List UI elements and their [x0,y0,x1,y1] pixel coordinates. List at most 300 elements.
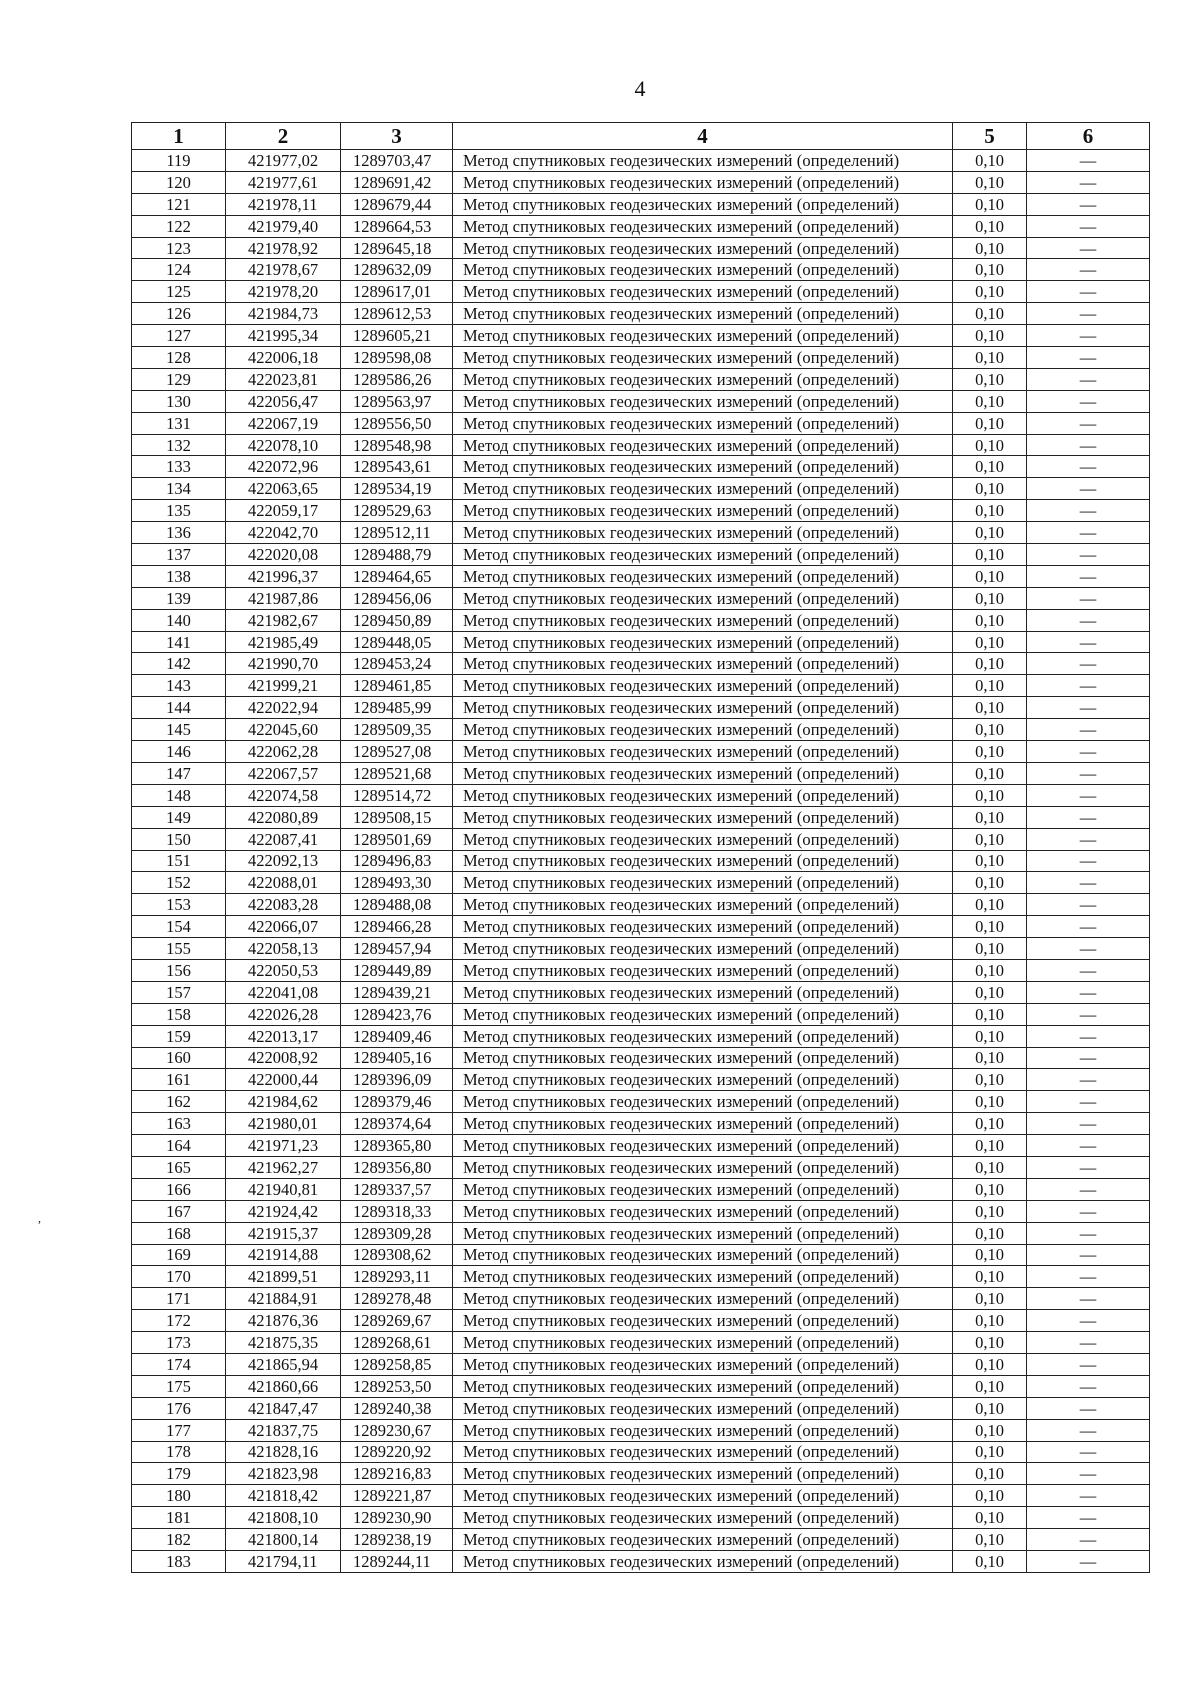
point-number-cell: 124 [132,259,226,281]
accuracy-cell: 0,10 [953,1353,1027,1375]
note-cell: — [1027,368,1150,390]
column-header: 6 [1027,123,1150,150]
x-coordinate-cell: 421823,98 [226,1463,341,1485]
table-row [132,259,1150,281]
y-coordinate-cell: 1289439,21 [341,981,453,1003]
y-coordinate-cell: 1289632,09 [341,259,453,281]
y-coordinate-cell: 1289216,83 [341,1463,453,1485]
note-cell: — [1027,631,1150,653]
note-cell: — [1027,500,1150,522]
note-cell: — [1027,1551,1150,1573]
note-cell: — [1027,1222,1150,1244]
point-number-cell: 175 [132,1375,226,1397]
note-cell: — [1027,916,1150,938]
y-coordinate-cell: 1289612,53 [341,303,453,325]
x-coordinate-cell: 421977,02 [226,150,341,172]
x-coordinate-cell: 421996,37 [226,565,341,587]
method-cell: Метод спутниковых геодезических измерений (определений) [453,347,953,369]
table-row [132,872,1150,894]
method-cell: Метод спутниковых геодезических измерений (определений) [453,237,953,259]
y-coordinate-cell: 1289244,11 [341,1551,453,1573]
table-row [132,916,1150,938]
table-row [132,609,1150,631]
method-cell: Метод спутниковых геодезических измерений (определений) [453,500,953,522]
table-row [132,675,1150,697]
accuracy-cell: 0,10 [953,325,1027,347]
table-row [132,850,1150,872]
method-cell: Метод спутниковых геодезических измерений (определений) [453,1025,953,1047]
point-number-cell: 166 [132,1178,226,1200]
accuracy-cell: 0,10 [953,1310,1027,1332]
note-cell: — [1027,850,1150,872]
accuracy-cell: 0,10 [953,390,1027,412]
method-cell: Метод спутниковых геодезических измерений (определений) [453,828,953,850]
point-number-cell: 149 [132,806,226,828]
table-row [132,193,1150,215]
note-cell: — [1027,653,1150,675]
x-coordinate-cell: 421914,88 [226,1244,341,1266]
column-header: 4 [453,123,953,150]
method-cell: Метод спутниковых геодезических измерений (определений) [453,981,953,1003]
point-number-cell: 138 [132,565,226,587]
table-row [132,434,1150,456]
point-number-cell: 131 [132,412,226,434]
accuracy-cell: 0,10 [953,587,1027,609]
note-cell: — [1027,938,1150,960]
y-coordinate-cell: 1289448,05 [341,631,453,653]
y-coordinate-cell: 1289464,65 [341,565,453,587]
y-coordinate-cell: 1289527,08 [341,741,453,763]
point-number-cell: 134 [132,478,226,500]
y-coordinate-cell: 1289456,06 [341,587,453,609]
point-number-cell: 155 [132,938,226,960]
y-coordinate-cell: 1289356,80 [341,1156,453,1178]
method-cell: Метод спутниковых геодезических измерений (определений) [453,171,953,193]
method-cell: Метод спутниковых геодезических измерений (определений) [453,872,953,894]
note-cell: — [1027,390,1150,412]
x-coordinate-cell: 421884,91 [226,1288,341,1310]
table-row [132,456,1150,478]
page-number: 4 [634,76,646,101]
method-cell: Метод спутниковых геодезических измерений (определений) [453,894,953,916]
x-coordinate-cell: 421999,21 [226,675,341,697]
note-cell: — [1027,1003,1150,1025]
x-coordinate-cell: 422092,13 [226,850,341,872]
x-coordinate-cell: 421977,61 [226,171,341,193]
table-row [132,981,1150,1003]
point-number-cell: 169 [132,1244,226,1266]
y-coordinate-cell: 1289450,89 [341,609,453,631]
table-row [132,1244,1150,1266]
note-cell: — [1027,719,1150,741]
note-cell: — [1027,1507,1150,1529]
note-cell: — [1027,1266,1150,1288]
accuracy-cell: 0,10 [953,1463,1027,1485]
y-coordinate-cell: 1289220,92 [341,1441,453,1463]
method-cell: Метод спутниковых геодезических измерений (определений) [453,1310,953,1332]
x-coordinate-cell: 422067,19 [226,412,341,434]
point-number-cell: 126 [132,303,226,325]
table-row [132,959,1150,981]
y-coordinate-cell: 1289230,67 [341,1419,453,1441]
table-row [132,1113,1150,1135]
table-row [132,1441,1150,1463]
point-number-cell: 179 [132,1463,226,1485]
y-coordinate-cell: 1289258,85 [341,1353,453,1375]
table-row [132,368,1150,390]
note-cell: — [1027,412,1150,434]
table-row [132,150,1150,172]
table-row [132,1047,1150,1069]
point-number-cell: 147 [132,762,226,784]
note-cell: — [1027,1332,1150,1354]
note-cell: — [1027,1310,1150,1332]
x-coordinate-cell: 421982,67 [226,609,341,631]
y-coordinate-cell: 1289485,99 [341,697,453,719]
accuracy-cell: 0,10 [953,1200,1027,1222]
y-coordinate-cell: 1289645,18 [341,237,453,259]
accuracy-cell: 0,10 [953,631,1027,653]
method-cell: Метод спутниковых геодезических измерений (определений) [453,522,953,544]
point-number-cell: 171 [132,1288,226,1310]
table-row [132,565,1150,587]
y-coordinate-cell: 1289466,28 [341,916,453,938]
accuracy-cell: 0,10 [953,1375,1027,1397]
x-coordinate-cell: 421985,49 [226,631,341,653]
y-coordinate-cell: 1289268,61 [341,1332,453,1354]
note-cell: — [1027,762,1150,784]
table-row [132,281,1150,303]
method-cell: Метод спутниковых геодезических измерений (определений) [453,1375,953,1397]
point-number-cell: 172 [132,1310,226,1332]
accuracy-cell: 0,10 [953,150,1027,172]
method-cell: Метод спутниковых геодезических измерений (определений) [453,719,953,741]
y-coordinate-cell: 1289238,19 [341,1529,453,1551]
note-cell: — [1027,325,1150,347]
y-coordinate-cell: 1289374,64 [341,1113,453,1135]
y-coordinate-cell: 1289308,62 [341,1244,453,1266]
table-row [132,544,1150,566]
x-coordinate-cell: 422088,01 [226,872,341,894]
point-number-cell: 158 [132,1003,226,1025]
note-cell: — [1027,1091,1150,1113]
table-header-row [132,123,1150,150]
accuracy-cell: 0,10 [953,237,1027,259]
note-cell: — [1027,1069,1150,1091]
y-coordinate-cell: 1289493,30 [341,872,453,894]
accuracy-cell: 0,10 [953,434,1027,456]
x-coordinate-cell: 421984,73 [226,303,341,325]
note-cell: — [1027,741,1150,763]
note-cell: — [1027,894,1150,916]
method-cell: Метод спутниковых геодезических измерений (определений) [453,565,953,587]
method-cell: Метод спутниковых геодезических измерений (определений) [453,150,953,172]
table-row [132,806,1150,828]
y-coordinate-cell: 1289449,89 [341,959,453,981]
y-coordinate-cell: 1289230,90 [341,1507,453,1529]
point-number-cell: 129 [132,368,226,390]
method-cell: Метод спутниковых геодезических измерений (определений) [453,675,953,697]
method-cell: Метод спутниковых геодезических измерений (определений) [453,1047,953,1069]
note-cell: — [1027,1375,1150,1397]
note-cell: — [1027,1441,1150,1463]
x-coordinate-cell: 421984,62 [226,1091,341,1113]
table-row [132,1069,1150,1091]
accuracy-cell: 0,10 [953,981,1027,1003]
method-cell: Метод спутниковых геодезических измерений (определений) [453,784,953,806]
point-number-cell: 150 [132,828,226,850]
note-cell: — [1027,1419,1150,1441]
y-coordinate-cell: 1289617,01 [341,281,453,303]
point-number-cell: 170 [132,1266,226,1288]
table-row [132,500,1150,522]
method-cell: Метод спутниковых геодезических измерений (определений) [453,434,953,456]
method-cell: Метод спутниковых геодезических измерений (определений) [453,325,953,347]
accuracy-cell: 0,10 [953,675,1027,697]
point-number-cell: 167 [132,1200,226,1222]
point-number-cell: 141 [132,631,226,653]
x-coordinate-cell: 422041,08 [226,981,341,1003]
point-number-cell: 135 [132,500,226,522]
point-number-cell: 162 [132,1091,226,1113]
note-cell: — [1027,609,1150,631]
table-row [132,741,1150,763]
x-coordinate-cell: 422062,28 [226,741,341,763]
x-coordinate-cell: 422008,92 [226,1047,341,1069]
note-cell: — [1027,544,1150,566]
accuracy-cell: 0,10 [953,828,1027,850]
method-cell: Метод спутниковых геодезических измерений (определений) [453,1156,953,1178]
column-header: 2 [226,123,341,150]
x-coordinate-cell: 421978,92 [226,237,341,259]
method-cell: Метод спутниковых геодезических измерений (определений) [453,1332,953,1354]
point-number-cell: 159 [132,1025,226,1047]
method-cell: Метод спутниковых геодезических измерений (определений) [453,1485,953,1507]
x-coordinate-cell: 421875,35 [226,1332,341,1354]
table-row [132,719,1150,741]
y-coordinate-cell: 1289318,33 [341,1200,453,1222]
y-coordinate-cell: 1289679,44 [341,193,453,215]
method-cell: Метод спутниковых геодезических измерений (определений) [453,1244,953,1266]
note-cell: — [1027,565,1150,587]
method-cell: Метод спутниковых геодезических измерений (определений) [453,1397,953,1419]
note-cell: — [1027,1156,1150,1178]
point-number-cell: 132 [132,434,226,456]
column-header: 5 [953,123,1027,150]
point-number-cell: 153 [132,894,226,916]
table-row [132,1353,1150,1375]
table-row [132,1507,1150,1529]
x-coordinate-cell: 421978,20 [226,281,341,303]
table-row [132,1551,1150,1573]
accuracy-cell: 0,10 [953,1266,1027,1288]
x-coordinate-cell: 422063,65 [226,478,341,500]
x-coordinate-cell: 421995,34 [226,325,341,347]
y-coordinate-cell: 1289379,46 [341,1091,453,1113]
y-coordinate-cell: 1289488,08 [341,894,453,916]
table-row [132,325,1150,347]
point-number-cell: 136 [132,522,226,544]
x-coordinate-cell: 421990,70 [226,653,341,675]
method-cell: Метод спутниковых геодезических измерений (определений) [453,609,953,631]
note-cell: — [1027,697,1150,719]
y-coordinate-cell: 1289509,35 [341,719,453,741]
accuracy-cell: 0,10 [953,1419,1027,1441]
x-coordinate-cell: 421915,37 [226,1222,341,1244]
x-coordinate-cell: 422058,13 [226,938,341,960]
x-coordinate-cell: 421828,16 [226,1441,341,1463]
y-coordinate-cell: 1289309,28 [341,1222,453,1244]
table-row [132,587,1150,609]
x-coordinate-cell: 422000,44 [226,1069,341,1091]
point-number-cell: 164 [132,1135,226,1157]
accuracy-cell: 0,10 [953,1025,1027,1047]
method-cell: Метод спутниковых геодезических измерений (определений) [453,653,953,675]
x-coordinate-cell: 422050,53 [226,959,341,981]
accuracy-cell: 0,10 [953,1244,1027,1266]
y-coordinate-cell: 1289534,19 [341,478,453,500]
y-coordinate-cell: 1289405,16 [341,1047,453,1069]
y-coordinate-cell: 1289488,79 [341,544,453,566]
note-cell: — [1027,1463,1150,1485]
note-cell: — [1027,478,1150,500]
y-coordinate-cell: 1289278,48 [341,1288,453,1310]
method-cell: Метод спутниковых геодезических измерений (определений) [453,1551,953,1573]
method-cell: Метод спутниковых геодезических измерений (определений) [453,1266,953,1288]
point-number-cell: 173 [132,1332,226,1354]
method-cell: Метод спутниковых геодезических измерений (определений) [453,303,953,325]
note-cell: — [1027,259,1150,281]
method-cell: Метод спутниковых геодезических измерений (определений) [453,1113,953,1135]
note-cell: — [1027,1244,1150,1266]
method-cell: Метод спутниковых геодезических измерений (определений) [453,281,953,303]
note-cell: — [1027,1047,1150,1069]
table-row [132,237,1150,259]
accuracy-cell: 0,10 [953,894,1027,916]
accuracy-cell: 0,10 [953,850,1027,872]
note-cell: — [1027,434,1150,456]
point-number-cell: 180 [132,1485,226,1507]
y-coordinate-cell: 1289269,67 [341,1310,453,1332]
note-cell: — [1027,806,1150,828]
note-cell: — [1027,347,1150,369]
x-coordinate-cell: 422087,41 [226,828,341,850]
table-row [132,784,1150,806]
y-coordinate-cell: 1289253,50 [341,1375,453,1397]
point-number-cell: 146 [132,741,226,763]
table-row [132,1310,1150,1332]
accuracy-cell: 0,10 [953,872,1027,894]
table-row [132,1156,1150,1178]
y-coordinate-cell: 1289240,38 [341,1397,453,1419]
accuracy-cell: 0,10 [953,1529,1027,1551]
accuracy-cell: 0,10 [953,412,1027,434]
note-cell: — [1027,237,1150,259]
y-coordinate-cell: 1289423,76 [341,1003,453,1025]
x-coordinate-cell: 422078,10 [226,434,341,456]
x-coordinate-cell: 421987,86 [226,587,341,609]
accuracy-cell: 0,10 [953,544,1027,566]
point-number-cell: 123 [132,237,226,259]
x-coordinate-cell: 422066,07 [226,916,341,938]
coordinates-table [131,122,1150,1573]
accuracy-cell: 0,10 [953,171,1027,193]
method-cell: Метод спутниковых геодезических измерений (определений) [453,1419,953,1441]
note-cell: — [1027,281,1150,303]
x-coordinate-cell: 421808,10 [226,1507,341,1529]
point-number-cell: 182 [132,1529,226,1551]
note-cell: — [1027,587,1150,609]
note-cell: — [1027,1353,1150,1375]
method-cell: Метод спутниковых геодезических измерений (определений) [453,1069,953,1091]
accuracy-cell: 0,10 [953,1047,1027,1069]
accuracy-cell: 0,10 [953,1441,1027,1463]
method-cell: Метод спутниковых геодезических измерений (определений) [453,1178,953,1200]
y-coordinate-cell: 1289529,63 [341,500,453,522]
accuracy-cell: 0,10 [953,565,1027,587]
note-cell: — [1027,1200,1150,1222]
y-coordinate-cell: 1289514,72 [341,784,453,806]
accuracy-cell: 0,10 [953,762,1027,784]
point-number-cell: 168 [132,1222,226,1244]
accuracy-cell: 0,10 [953,806,1027,828]
method-cell: Метод спутниковых геодезических измерений (определений) [453,259,953,281]
method-cell: Метод спутниковых геодезических измерений (определений) [453,916,953,938]
table-row [132,631,1150,653]
accuracy-cell: 0,10 [953,1332,1027,1354]
y-coordinate-cell: 1289496,83 [341,850,453,872]
x-coordinate-cell: 422067,57 [226,762,341,784]
accuracy-cell: 0,10 [953,1178,1027,1200]
accuracy-cell: 0,10 [953,1397,1027,1419]
x-coordinate-cell: 421978,67 [226,259,341,281]
x-coordinate-cell: 422083,28 [226,894,341,916]
note-cell: — [1027,150,1150,172]
note-cell: — [1027,1529,1150,1551]
y-coordinate-cell: 1289543,61 [341,456,453,478]
table-row [132,938,1150,960]
column-header: 3 [341,123,453,150]
accuracy-cell: 0,10 [953,959,1027,981]
y-coordinate-cell: 1289409,46 [341,1025,453,1047]
point-number-cell: 177 [132,1419,226,1441]
point-number-cell: 156 [132,959,226,981]
table-row [132,1222,1150,1244]
accuracy-cell: 0,10 [953,1003,1027,1025]
table-row [132,1375,1150,1397]
accuracy-cell: 0,10 [953,1222,1027,1244]
point-number-cell: 154 [132,916,226,938]
point-number-cell: 176 [132,1397,226,1419]
y-coordinate-cell: 1289691,42 [341,171,453,193]
note-cell: — [1027,171,1150,193]
note-cell: — [1027,828,1150,850]
accuracy-cell: 0,10 [953,697,1027,719]
table-row [132,171,1150,193]
x-coordinate-cell: 421847,47 [226,1397,341,1419]
y-coordinate-cell: 1289453,24 [341,653,453,675]
accuracy-cell: 0,10 [953,1156,1027,1178]
point-number-cell: 140 [132,609,226,631]
x-coordinate-cell: 421940,81 [226,1178,341,1200]
note-cell: — [1027,1025,1150,1047]
accuracy-cell: 0,10 [953,653,1027,675]
x-coordinate-cell: 422045,60 [226,719,341,741]
y-coordinate-cell: 1289521,68 [341,762,453,784]
table-row [132,1397,1150,1419]
x-coordinate-cell: 422059,17 [226,500,341,522]
table-row [132,1266,1150,1288]
